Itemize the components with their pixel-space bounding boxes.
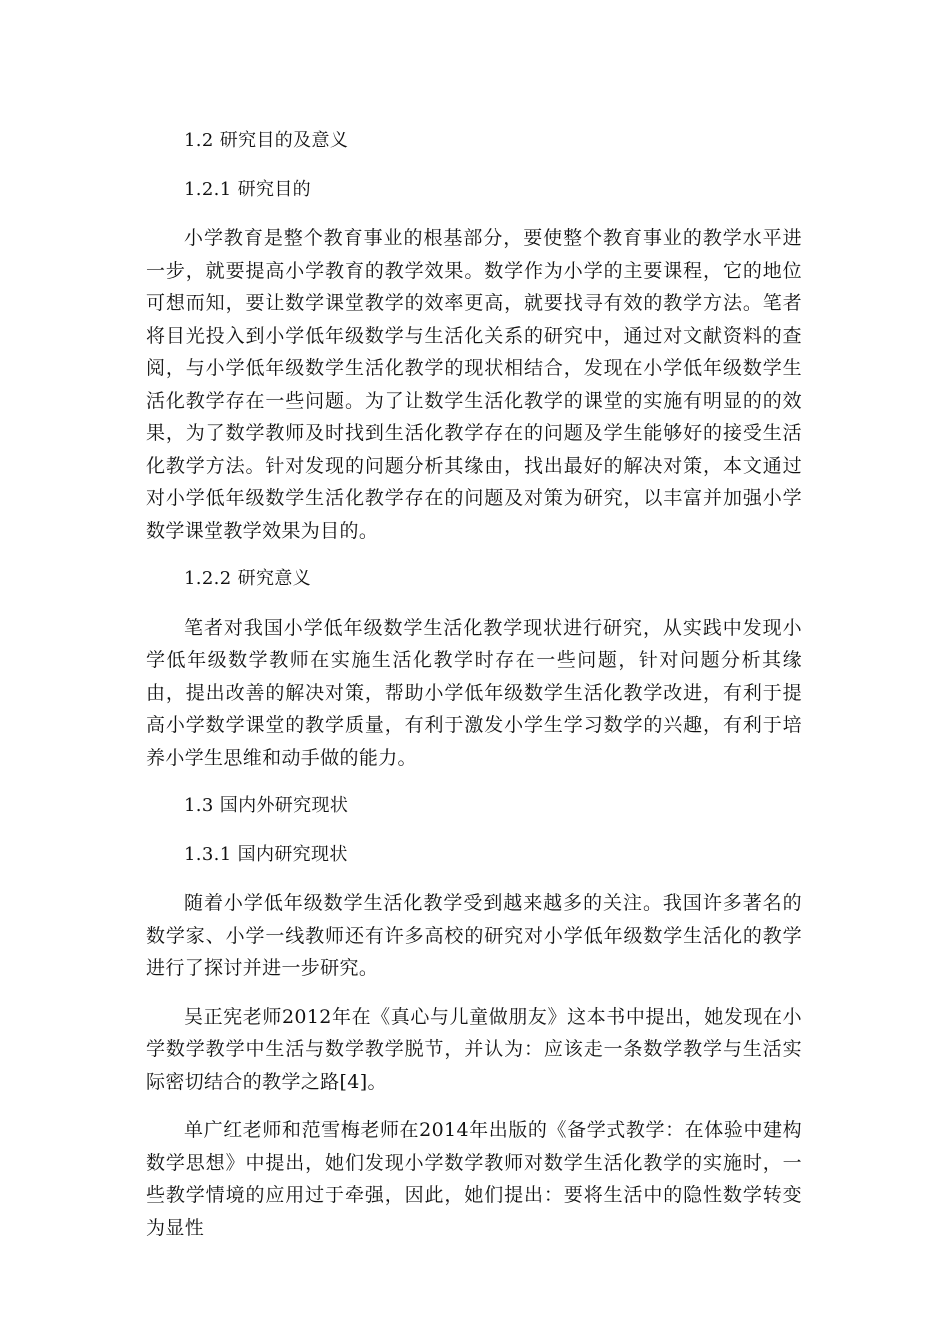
paragraph-research-significance: 笔者对我国小学低年级数学生活化教学现状进行研究，从实践中发现小学低年级数学教师在实施生活化教学时存在一些问题，针对问题分析其缘由，提出改善的解决对策，帮助小学低年级数学生活化教学改进，有利于提高小学数学课堂的教学质量，有利于激发小学生学习数学的兴趣，有利于培养小学生思维和动手做的能力。 bbox=[146, 616, 802, 769]
paragraph-domestic-intro: 随着小学低年级数学生活化教学受到越来越多的关注。我国许多著名的数学家、小学一线教师还有许多高校的研究对小学低年级数学生活化的教学进行了探讨并进一步研究。 bbox=[146, 892, 802, 979]
section-heading-1-3: 1.3 国内外研究现状 bbox=[184, 795, 349, 816]
section-heading-1-3-1: 1.3.1 国内研究现状 bbox=[184, 843, 348, 865]
paragraph-shan-fan: 单广红老师和范雪梅老师在2014年出版的《备学式教学：在体验中建构数学思想》中提出，她们发现小学数学教师对数学生活化教学的实施时，一些教学情境的应用过于牵强，因此，她们提出：要将生活中的隐性数学转变为显性 bbox=[146, 1119, 802, 1239]
paragraph-wu-zhengxian: 吴正宪老师2012年在《真心与儿童做朋友》这本书中提出，她发现在小学数学教学中生活与数学教学脱节，并认为：应该走一条数学教学与生活实际密切结合的教学之路[4]。 bbox=[146, 1005, 802, 1093]
section-heading-1-2-2: 1.2.2 研究意义 bbox=[184, 568, 312, 589]
section-heading-1-2: 1.2 研究目的及意义 bbox=[184, 130, 349, 151]
document-body bbox=[146, 125, 802, 1244]
paragraph-research-purpose: 小学教育是整个教育事业的根基部分，要使整个教育事业的教学水平进一步，就要提高小学教育的教学效果。数学作为小学的主要课程，它的地位可想而知，要让数学课堂教学的效率更高，就要找寻有效的教学方法。笔者将目光投入到小学低年级数学与生活化关系的研究中，通过对文献资料的查阅，与小学低年级数学生活化教学的现状相结合，发现在小学低年级数学生活化教学存在一些问题。为了让数学生活化教学的课堂的实施有明显的的效果，为了数学教师及时找到生活化教学存在的问题及学生能够好的接受生活化教学方法。针对发现的问题分析其缘由，找出最好的解决对策，本文通过对小学低年级数学生活化教学存在的问题及对策为研究，以丰富并加强小学数学课堂教学效果为目的。 bbox=[146, 227, 802, 542]
section-heading-1-2-1: 1.2.1 研究目的 bbox=[184, 178, 312, 200]
